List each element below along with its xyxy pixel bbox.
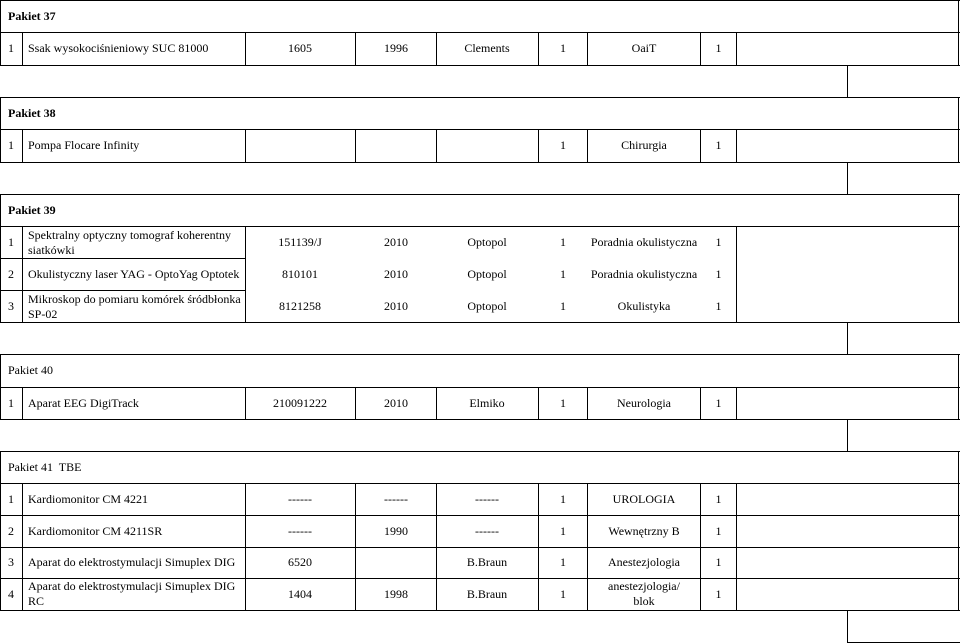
department: Wewnętrzny B: [608, 523, 680, 538]
device-name: Kardiomonitor CM 4221: [28, 491, 148, 506]
serial-number: 6520: [288, 555, 312, 569]
device-name: Mikroskop do pomiaru komórek śródbłonka SP-02: [28, 291, 241, 321]
rule: [0, 354, 847, 355]
quantity: 1: [560, 41, 566, 55]
rule: [0, 65, 960, 66]
package-title: Pakiet 38: [8, 105, 56, 120]
department: Poradnia okulistyczna: [590, 235, 698, 249]
production-year: 2010: [384, 299, 408, 313]
manufacturer: Optopol: [467, 235, 507, 249]
manufacturer: Clements: [464, 41, 510, 55]
item-count: 1: [715, 555, 722, 569]
rule: [958, 0, 959, 65]
department: Poradnia okulistyczna: [590, 267, 698, 281]
device-name: Spektralny optyczny tomograf koherentny siatkówki: [28, 227, 231, 257]
rule: [0, 194, 847, 195]
production-year: 2010: [384, 267, 408, 281]
rule: [0, 0, 960, 1]
department: Chirurgia: [621, 138, 667, 152]
rule: [355, 129, 356, 162]
item-count: 1: [715, 491, 722, 506]
device-name: Aparat do elektrostymulacji Simuplex DIG: [28, 555, 236, 569]
production-year: 1996: [384, 41, 408, 55]
row-number: 1: [8, 395, 14, 410]
rule: [0, 162, 960, 163]
rule: [847, 642, 960, 643]
quantity: 1: [560, 523, 566, 538]
device-name: Kardiomonitor CM 4211SR: [28, 523, 163, 538]
serial-number: 8121258: [279, 299, 321, 313]
item-count: 1: [715, 138, 722, 152]
rule: [22, 226, 23, 322]
package-title: Pakiet 40: [8, 363, 53, 377]
device-name: Aparat EEG DigiTrack: [28, 395, 139, 410]
item-count: 1: [715, 523, 722, 538]
rule: [22, 483, 23, 610]
device-name: Ssak wysokociśnieniowy SUC 81000: [28, 41, 209, 55]
department: OaiT: [631, 41, 657, 55]
manufacturer: Elmiko: [469, 395, 505, 410]
department: anestezjologia/ blok: [608, 579, 680, 608]
rule: [847, 451, 960, 452]
rule: [0, 97, 1, 162]
serial-number: 1605: [288, 41, 312, 55]
quantity: 1: [560, 267, 566, 281]
package-title: Pakiet 37: [8, 8, 56, 23]
row-number: 1: [8, 138, 14, 152]
quantity: 1: [560, 299, 566, 313]
item-count: 1: [715, 586, 722, 601]
item-count: 1: [715, 395, 722, 410]
production-year: ------: [384, 491, 408, 506]
rule: [847, 354, 960, 355]
rule: [958, 354, 959, 419]
rule: [847, 322, 848, 354]
rule: [847, 162, 848, 194]
rule: [736, 387, 737, 419]
rule: [736, 32, 737, 65]
rule: [0, 194, 1, 322]
serial-number: 1404: [288, 586, 312, 601]
rule: [0, 97, 847, 98]
rule: [0, 610, 960, 611]
package-title: Pakiet 41 TBE: [8, 459, 82, 474]
manufacturer: Optopol: [467, 299, 507, 313]
device-name: Aparat do elektrostymulacji Simuplex DIG RC: [28, 579, 236, 608]
production-year: 2010: [384, 235, 408, 249]
rule: [958, 194, 959, 322]
rule: [22, 387, 23, 419]
rule: [847, 419, 848, 451]
rule: [22, 129, 23, 162]
rule: [736, 483, 737, 610]
rule: [436, 129, 437, 162]
quantity: 1: [560, 235, 566, 249]
quantity: 1: [560, 555, 566, 569]
row-number: 1: [8, 235, 14, 249]
rule: [736, 226, 737, 322]
row-number: 2: [8, 267, 14, 281]
rule: [245, 129, 246, 162]
device-name: Okulistyczny laser YAG - OptoYag Optotek: [28, 267, 240, 281]
item-count: 1: [715, 41, 722, 55]
serial-number: 810101: [282, 267, 318, 281]
serial-number: 210091222: [273, 395, 327, 410]
row-number: 4: [8, 586, 14, 601]
manufacturer: ------: [475, 523, 499, 538]
quantity: 1: [560, 138, 566, 152]
quantity: 1: [560, 586, 566, 601]
package-title: Pakiet 39: [8, 202, 56, 217]
serial-number: 151139/J: [278, 235, 322, 249]
serial-number: ------: [288, 523, 312, 538]
serial-number: ------: [288, 491, 312, 506]
manufacturer: B.Braun: [466, 555, 508, 569]
rule: [847, 194, 960, 195]
rule: [958, 97, 959, 162]
row-number: 1: [8, 41, 14, 55]
manufacturer: ------: [475, 491, 499, 506]
quantity: 1: [560, 395, 566, 410]
quantity: 1: [560, 491, 566, 506]
rule: [0, 419, 960, 420]
item-count: 1: [715, 235, 722, 249]
department: UROLOGIA: [612, 491, 676, 506]
rule: [0, 322, 960, 323]
row-number: 2: [8, 523, 14, 538]
rule: [0, 451, 1, 610]
production-year: 1998: [384, 586, 408, 601]
row-number: 1: [8, 491, 14, 506]
rule: [0, 451, 847, 452]
department: Okulistyka: [617, 299, 671, 313]
rule: [847, 610, 848, 643]
manufacturer: Optopol: [467, 267, 507, 281]
rule: [736, 129, 737, 162]
item-count: 1: [715, 299, 722, 313]
manufacturer: B.Braun: [466, 586, 508, 601]
item-count: 1: [715, 267, 722, 281]
row-number: 3: [8, 555, 14, 569]
device-name: Pompa Flocare Infinity: [28, 138, 140, 152]
production-year: 1990: [384, 523, 408, 538]
rule: [0, 0, 1, 65]
rule: [22, 32, 23, 65]
department: Anestezjologia: [608, 555, 680, 569]
rule: [847, 65, 848, 97]
row-number: 3: [8, 299, 14, 313]
rule: [958, 451, 959, 610]
department: Neurologia: [617, 395, 671, 410]
rule: [0, 354, 1, 419]
production-year: 2010: [384, 395, 408, 410]
rule: [847, 97, 960, 98]
